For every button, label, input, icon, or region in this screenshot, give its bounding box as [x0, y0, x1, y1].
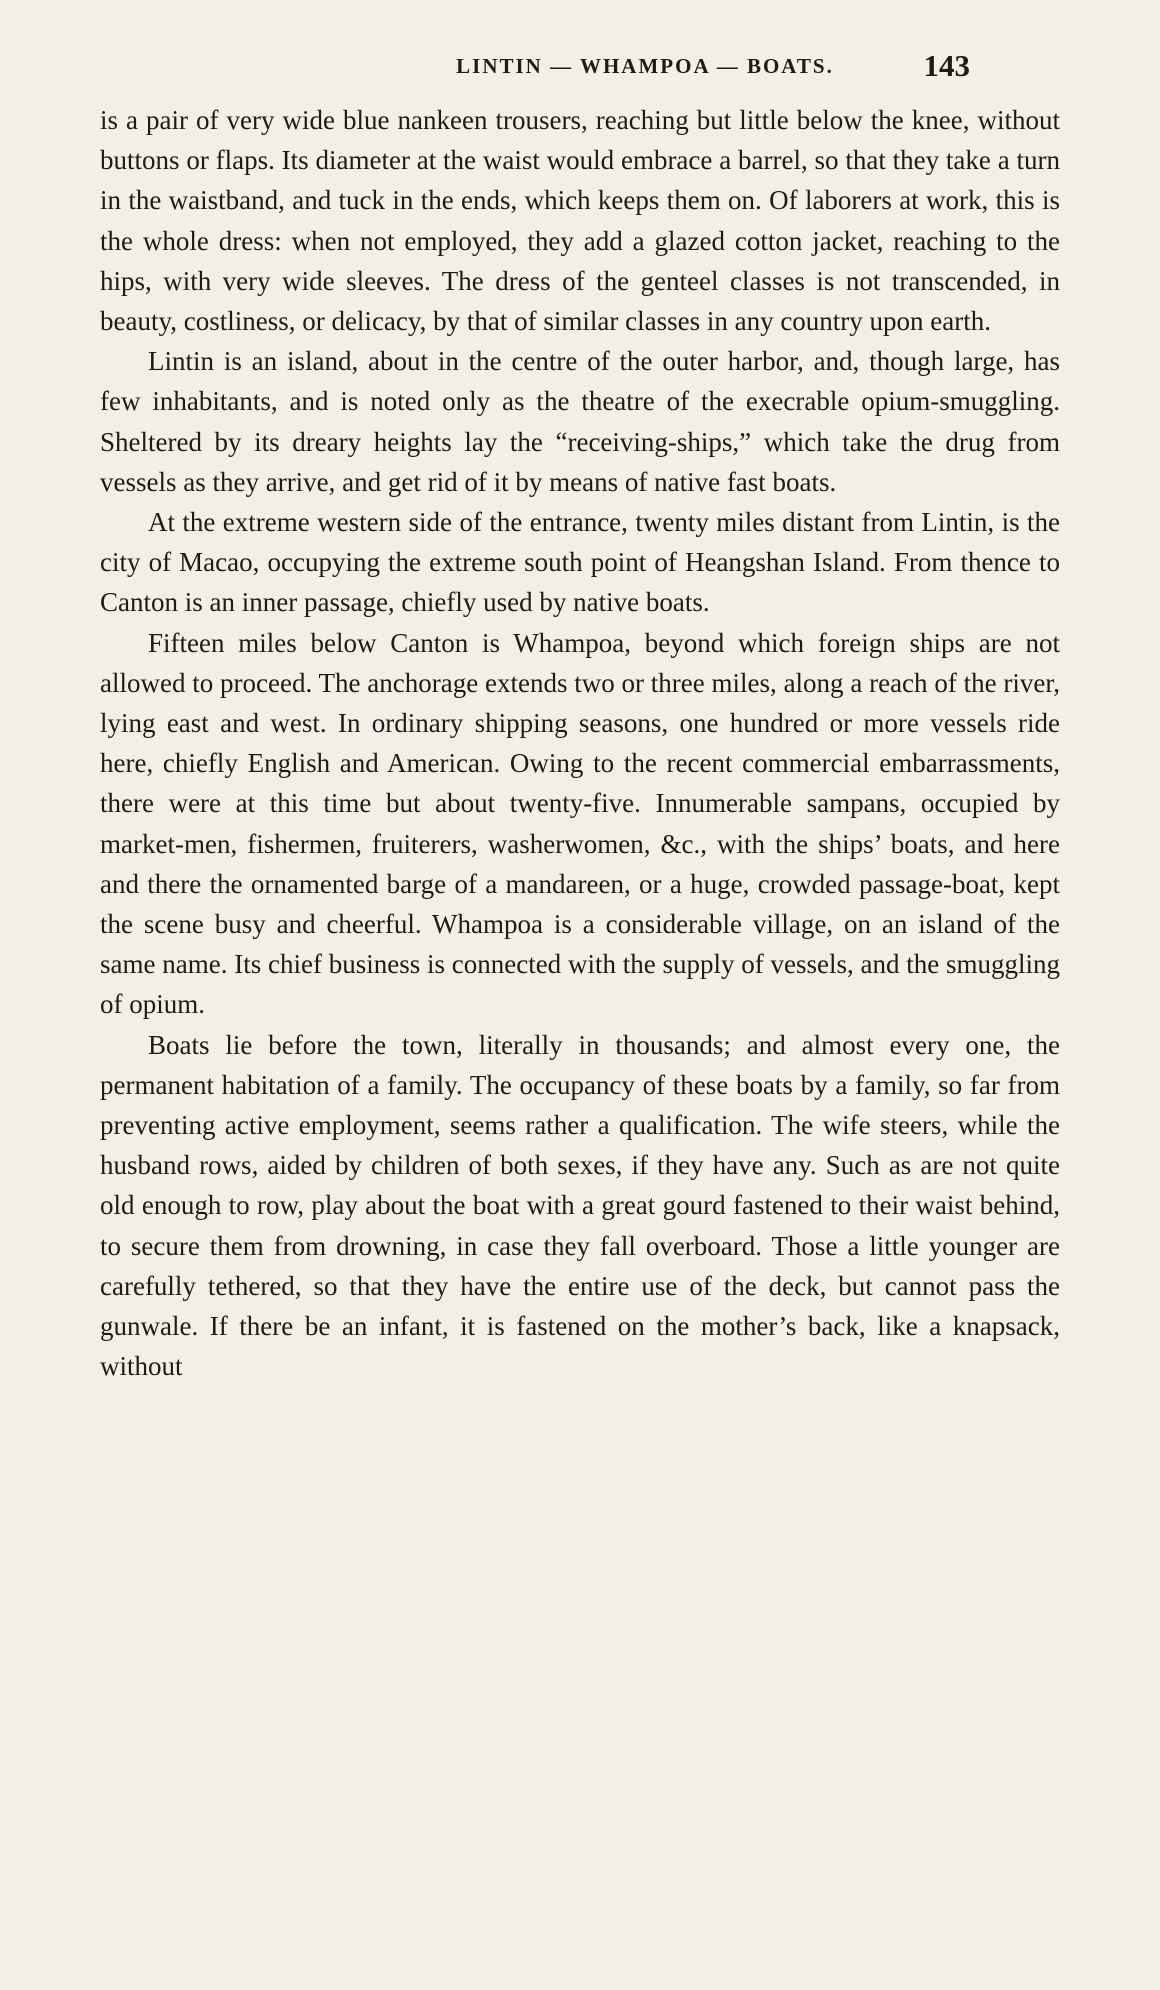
paragraph-1: is a pair of very wide blue nankeen trousers, reaching but little below the knee, without buttons or flaps. Its diameter at the waist would embrace a barrel, so that they take a turn in the waistband, and tuck in the ends, which keeps them on. Of laborers at work, this is the whole dress: when not employed, they add a glazed cotton jacket, reaching to the hips, with very wide sleeves. The dress of the genteel classes is not transcended, in beauty, costliness, or delicacy, by that of similar classes in any country upon earth.: [100, 105, 1060, 337]
running-title: LINTIN — WHAMPOA — BOATS.: [456, 54, 834, 78]
running-head: [100, 48, 1060, 100]
paragraph-3: At the extreme western side of the entrance, twenty miles distant from Lintin, is the city of Macao, occupying the extreme south point of Heangshan Island. From thence to Canton is an inner passage, chiefly used by native boats.: [100, 507, 1060, 618]
paragraph-4: Fifteen miles below Canton is Whampoa, beyond which foreign ships are not allowed to proceed. The anchorage extends two or three miles, along a reach of the river, lying east and west. In ordinary shipping seasons, one hundred or more vessels ride here, chiefly English and American. Owing to the recent commercial embarrassments, there were at this time but about twenty-five. Innumerable sampans, occupied by market-men, fishermen, fruiterers, washerwomen, &c., with the ships’ boats, and here and there the ornamented barge of a mandareen, or a huge, crowded passage-boat, kept the scene busy and cheerful. Whampoa is a considerable village, on an island of the same name. Its chief business is connected with the supply of vessels, and the smuggling of opium.: [100, 627, 1060, 1020]
page-number: 143: [923, 48, 970, 83]
paragraph-5: Boats lie before the town, literally in thousands; and almost every one, the permanent habitation of a family. The occupancy of these boats by a family, so far from preventing active employment, seems rather a qualification. The wife steers, while the husband rows, aided by children of both sexes, if they have any. Such as are not quite old enough to row, play about the boat with a great gourd fastened to their waist behind, to secure them from drowning, in case they fall overboard. Those a little younger are carefully tethered, so that they have the entire use of the deck, but cannot pass the gunwale. If there be an infant, it is fastened on the mother’s back, like a knapsack, without: [100, 1029, 1060, 1382]
body-text: [100, 100, 1060, 1387]
paragraph-2: Lintin is an island, about in the centre of the outer harbor, and, though large, has few inhabitants, and is noted only as the theatre of the execrable opium-smuggling. Sheltered by its dreary heights lay the “receiving-ships,” which take the drug from vessels as they arrive, and get rid of it by means of native fast boats.: [100, 346, 1060, 497]
